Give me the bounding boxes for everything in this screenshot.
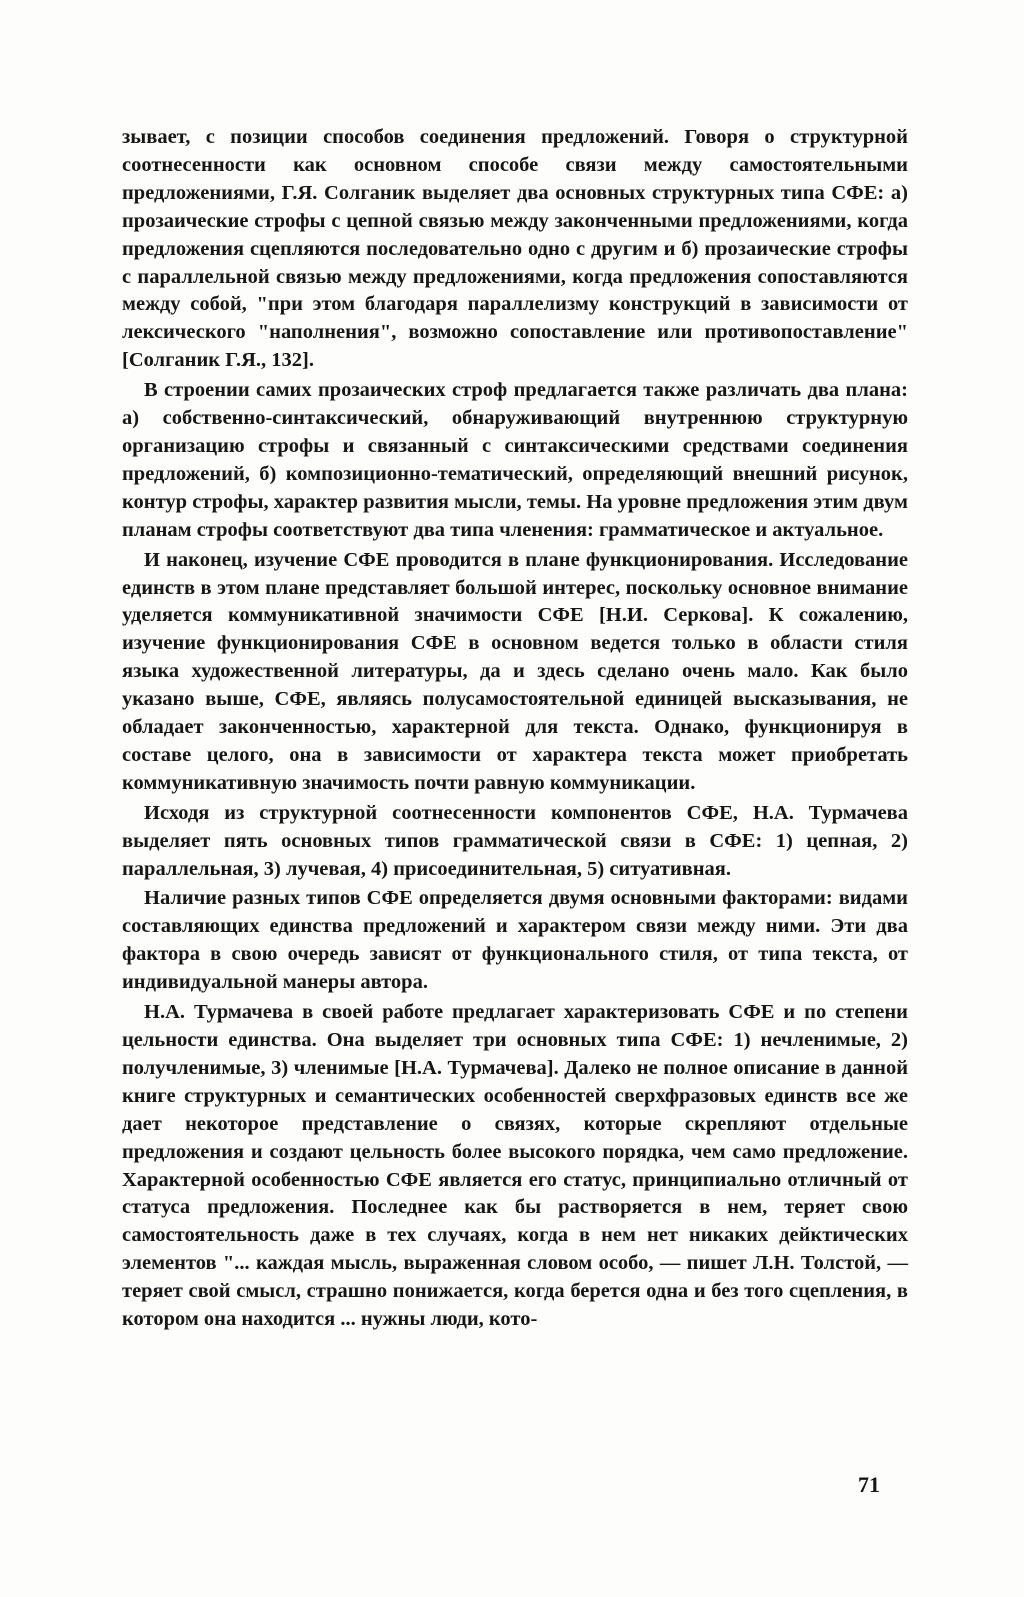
paragraph-5: Наличие разных типов СФЕ определяется двумя основными факторами: видами составляющих единства предложений и характером связи между ними. Эти два фактора в свою очередь зависят от функционального стиля, от типа текста, от индивидуальной манеры автора. bbox=[122, 887, 908, 994]
paragraph-3: И наконец, изучение СФЕ проводится в плане функционирования. Исследование единств в этом плане представляет большой интерес, поскольку основное внимание уделяется коммуникативной значимости СФЕ [Н.И. Серкова]. К сожалению, изучение функционирования СФЕ в основном ведется только в области стиля языка художественной литературы, да и здесь сделано очень мало. Как было указано выше, СФЕ, являясь полусамостоятельной единицей высказывания, не обладает законченностью, характерной для текста. Однако, функционируя в составе целого, она в зависимости от характера текста может приобретать коммуникативную значимость почти равную коммуникации. bbox=[122, 548, 908, 794]
page-number: 71 bbox=[858, 1472, 880, 1497]
paragraph-2: В строении самих прозаических строф предлагается также различать два плана: а) собственно-синтаксический, обнаруживающий внутреннюю структурную организацию строфы и связанный с синтаксическими средствами соединения предложений, б) композиционно-тематический, определяющий внешний рисунок, контур строфы, характер развития мысли, темы. На уровне предложения этим двум планам строфы соответствуют два типа членения: грамматическое и актуальное. bbox=[122, 379, 908, 541]
paragraph-6: Н.А. Турмачева в своей работе предлагает характеризовать СФЕ и по степени цельности единства. Она выделяет три основных типа СФЕ: 1) нечленимые, 2) получленимые, 3) членимые [Н.А. Турмачева]. Далеко не полное описание в данной книге структурных и семантических особенностей сверхфразовых единств все же дает некоторое представление о связях, которые скрепляют отдельные предложения и создают цельность более высокого порядка, чем само предложение. Характерной особенностью СФЕ является его статус, принципиально отличный от статуса предложения. Последнее как бы растворяется в нем, теряет свою самостоятельность даже в тех случаях, когда в нем нет никаких дейктических элементов "... каждая мысль, выраженная словом особо, — пишет Л.Н. Толстой, — теряет свой смысл, страшно понижается, когда берется одна и без того сцепления, в котором она находится ... нужны люди, кото- bbox=[122, 1001, 908, 1331]
paragraph-4: Исходя из структурной соотнесенности компонентов СФЕ, Н.А. Турмачева выделяет пять основных типов грамматической связи в СФЕ: 1) цепная, 2) параллельная, 3) лучевая, 4) присоединительная, 5) ситуативная. bbox=[122, 801, 908, 880]
paragraph-1: зывает, с позиции способов соединения предложений. Говоря о структурной соотнесенности как основном способе связи между самостоятельными предложениями, Г.Я. Солганик выделяет два основных структурных типа СФЕ: а) прозаические строфы с цепной связью между законченными предложениями, когда предложения сцепляются последовательно одно с другим и б) прозаические строфы с параллельной связью между предложениями, когда предложения сопоставляются между собой, "при этом благодаря параллелизму конструкций в зависимости от лексического "наполнения", возможно сопоставление или противопоставление" [Солганик Г.Я., 132]. bbox=[122, 126, 908, 372]
body-text bbox=[122, 124, 908, 1334]
